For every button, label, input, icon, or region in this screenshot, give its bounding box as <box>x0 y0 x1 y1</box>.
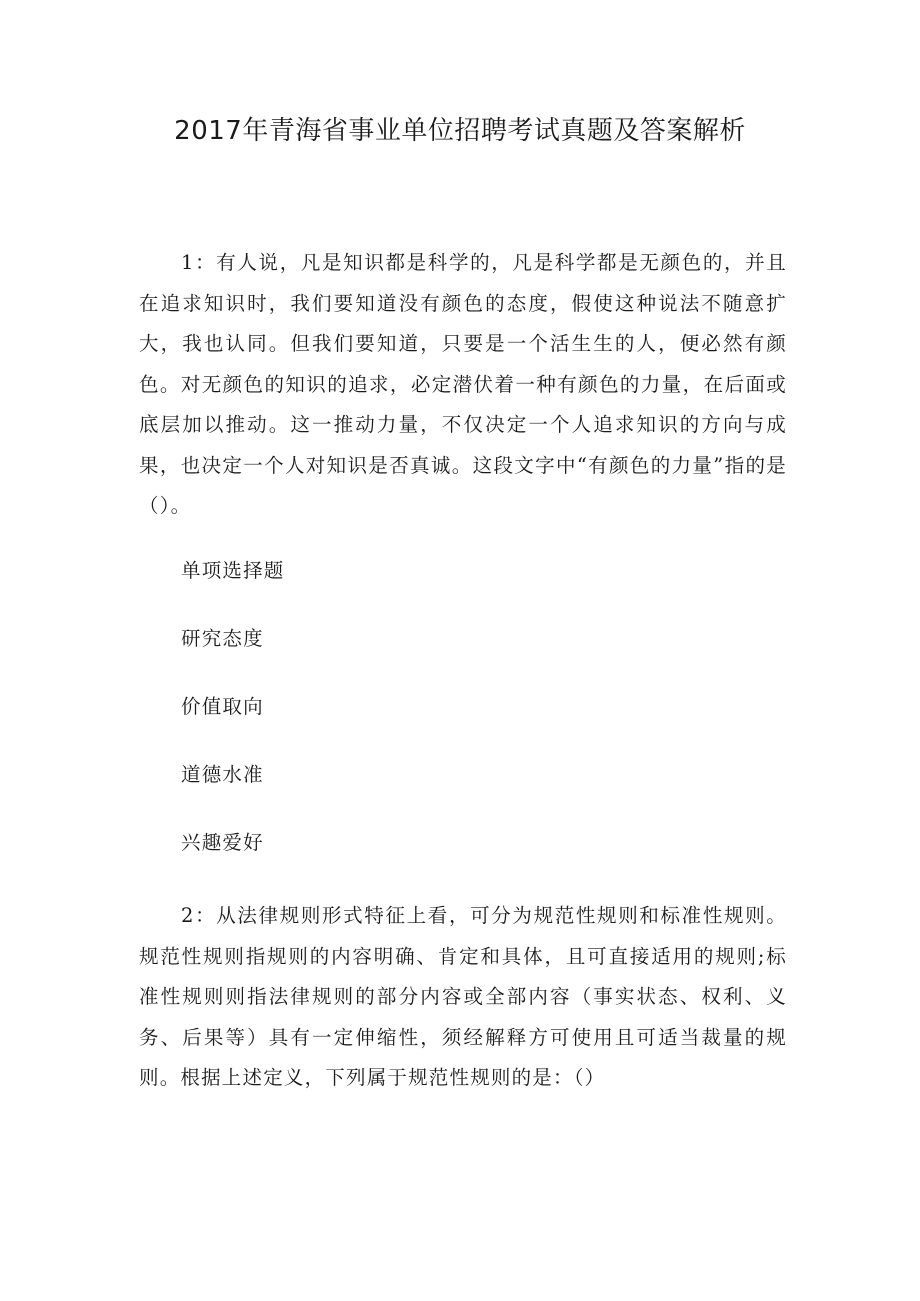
question-1-text: 1：有人说，凡是知识都是科学的，凡是科学都是无颜色的，并且在追求知识时，我们要知道没有颜色的态度，假使这种说法不随意扩大，我也认同。但我们要知道，只要是一个活生生的人，便必然有颜色。对无颜色的知识的追求，必定潜伏着一种有颜色的力量，在后面或底层加以推动。这一推动力量，不仅决定一个人追求知识的方向与成果，也决定一个人对知识是否真诚。这段文字中“有颜色的力量”指的是（）。 <box>139 251 787 517</box>
question-1-option-b: 价值取向 <box>181 695 264 718</box>
question-1-option-c: 道德水准 <box>181 763 264 786</box>
question-2-text: 2：从法律规则形式特征上看，可分为规范性规则和标准性规则。规范性规则指规则的内容明确、肯定和具体，且可直接适用的规则;标准性规则则指法律规则的部分内容或全部内容（事实状态、权利、义务、后果等）具有一定伸缩性，须经解释方可使用且可适当裁量的规则。根据上述定义，下列属于规范性规则的是：（） <box>139 904 787 1089</box>
question-1-option-d: 兴趣爱好 <box>181 831 264 854</box>
question-1-type: 单项选择题 <box>181 559 285 582</box>
document-title: 2017年青海省事业单位招聘考试真题及答案解析 <box>174 116 746 146</box>
question-1-option-a: 研究态度 <box>181 627 264 650</box>
